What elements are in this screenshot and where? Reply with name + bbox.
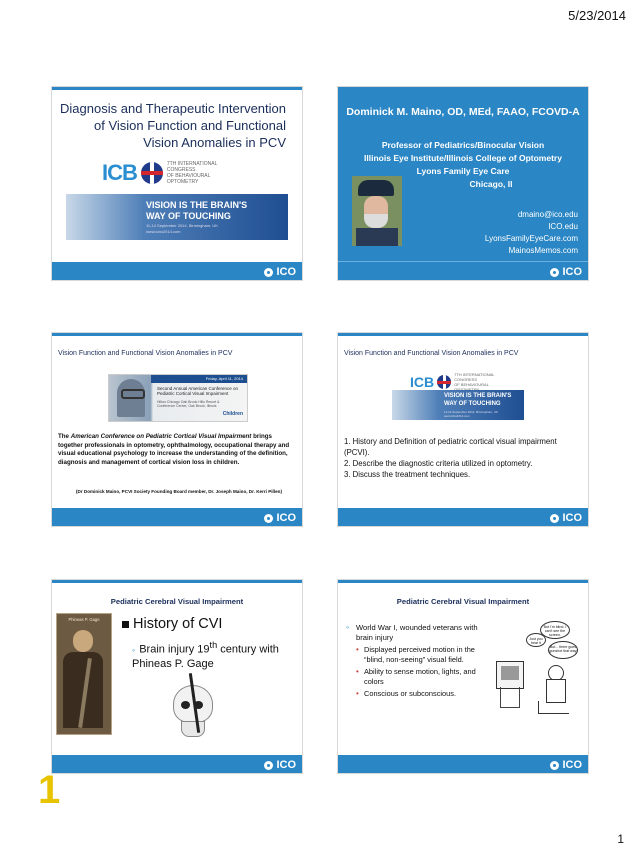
icb-logo (102, 160, 227, 186)
photo-caption: Phineas P. Gage (68, 617, 100, 622)
slide-title: Pediatric Cerebral Visual Impairment (396, 597, 530, 606)
list-item: • Displayed perceived motion in the “blind, non-seeing” visual field. (346, 645, 496, 665)
list-item: 1. History and Definition of pediatric cortical visual impairment (PCVI). (344, 437, 557, 457)
union-flag-icon (437, 375, 451, 389)
slide-title: Diagnosis and Therapeutic Intervention of Vision Function and Functional Vision Anomalies in PCV (60, 101, 286, 150)
bullet-history: History of CVI (122, 616, 222, 632)
slide-4 (338, 333, 588, 526)
icb-text: ICB (410, 374, 435, 390)
tv-icon (496, 661, 524, 689)
bullet-list (346, 623, 496, 699)
square-bullet-icon (122, 621, 129, 628)
list-item: ◦ World War I, wounded veterans with brain injury (346, 623, 496, 643)
speech-bubble: Just you hear it (526, 633, 546, 647)
slide-6 (338, 580, 588, 773)
slide-footer (52, 508, 302, 526)
list-item: • Ability to sense motion, lights, and colors (346, 667, 496, 687)
objectives-list (344, 436, 582, 480)
gage-portrait (56, 613, 112, 735)
speech-bubble: But... there goes gunshot that way (548, 641, 578, 659)
print-date: 5/23/2014 (568, 8, 626, 23)
slide-2 (338, 87, 588, 280)
congress-label: 7TH INTERNATIONAL CONGRESS OF BEHAVIOURAL OPTOMETRY (166, 161, 218, 185)
ico-logo: ICO (550, 266, 582, 278)
slide-footer (338, 508, 588, 526)
presenter-affiliation: Illinois Eye Institute/Illinois College of Optometry (364, 153, 562, 163)
page-number: 1 (617, 832, 624, 846)
union-flag-icon (141, 162, 163, 184)
icb-text: ICB (102, 160, 137, 185)
slide-title: Pediatric Cerebral Visual Impairment (110, 597, 244, 606)
presenter-title: Professor of Pediatrics/Binocular Vision (381, 140, 545, 150)
ico-eye-icon (550, 761, 559, 770)
slide-5 (52, 580, 302, 773)
icb-logo (410, 372, 504, 392)
ico-logo: ICO (264, 759, 296, 771)
contact-site-ico: ICO.edu (548, 222, 578, 231)
list-item: 2. Describe the diagnostic criteria utilized in optometry. (344, 459, 533, 468)
speech-bubble: But I'm blind. I can't see the screen. (540, 621, 570, 639)
slide-footer (52, 262, 302, 280)
circle-bullet-icon: ◦ (132, 644, 136, 655)
ico-logo: ICO (550, 512, 582, 524)
ico-logo: ICO (550, 759, 582, 771)
list-item: • Conscious or subconscious. (346, 689, 496, 699)
conference-banner: VISION IS THE BRAIN'S WAY OF TOUCHING 11-14 September 2014, Birmingham, UK www.icbo2014.com (392, 390, 524, 420)
blindsight-cartoon (488, 619, 584, 715)
slide-footer (52, 755, 302, 773)
presenter-city: Chicago, Il (469, 179, 513, 189)
conference-poster: Friday, April 11, 2014 Second Annual American Conference on Pediatric Cortical Visual Impairment Hilton Chicago Oak Brook Hills Resort & Conference Center, Oak Brook, Illinois Children (108, 374, 248, 422)
presenter-name: Dominick M. Maino, OD, MEd, FAAO, FCOVD-A (346, 106, 580, 118)
presenter-practice: Lyons Family Eye Care (416, 166, 510, 176)
presenter-photo (352, 176, 402, 246)
slide-footer (338, 755, 588, 773)
ico-logo: ICO (264, 266, 296, 278)
ico-eye-icon (550, 514, 559, 523)
sub-bullet: ◦ Brain injury 19th century with Phineas P. Gage (132, 640, 279, 670)
ico-eye-icon (264, 514, 273, 523)
ico-eye-icon (264, 268, 273, 277)
slide-1 (52, 87, 302, 280)
contact-site-blog: MainosMemos.com (508, 246, 578, 255)
skull-illustration (167, 673, 217, 747)
conference-banner: VISION IS THE BRAIN'S WAY OF TOUCHING 11-14 September 2014, Birmingham, UK www.icbo2014.com (66, 194, 288, 240)
glasses-icon (121, 389, 145, 399)
slide-title: Vision Function and Functional Vision Anomalies in PCV (58, 350, 233, 357)
ico-logo: ICO (264, 512, 296, 524)
slide-footer (338, 261, 588, 280)
slide-title: Vision Function and Functional Vision Anomalies in PCV (344, 350, 519, 357)
ico-eye-icon (550, 268, 559, 277)
ico-eye-icon (264, 761, 273, 770)
list-item: 3. Discuss the treatment techniques. (344, 470, 471, 479)
slide-3 (52, 333, 302, 526)
contact-site-lyons: LyonsFamilyEyeCare.com (484, 234, 578, 243)
handwritten-number: 1 (38, 768, 61, 812)
congress-label: 7TH INTERNATIONAL CONGRESS OF BEHAVIOURAL (454, 372, 495, 387)
conference-description: The American Conference on Pediatric Cortical Visual Impairment brings together professionals in optometry, ophthalmology, occupational therapy and visual educational psychology to increase the understanding of the definition, diagnosis and management of cortical vision loss in children. (58, 433, 290, 466)
contact-email: dmaino@ico.edu (517, 210, 578, 219)
citation: (Dr Dominick Maino, PCVI Society Founding Board member, Dr. Joseph Maino, Dr. Kerri Pillen) (76, 489, 282, 494)
